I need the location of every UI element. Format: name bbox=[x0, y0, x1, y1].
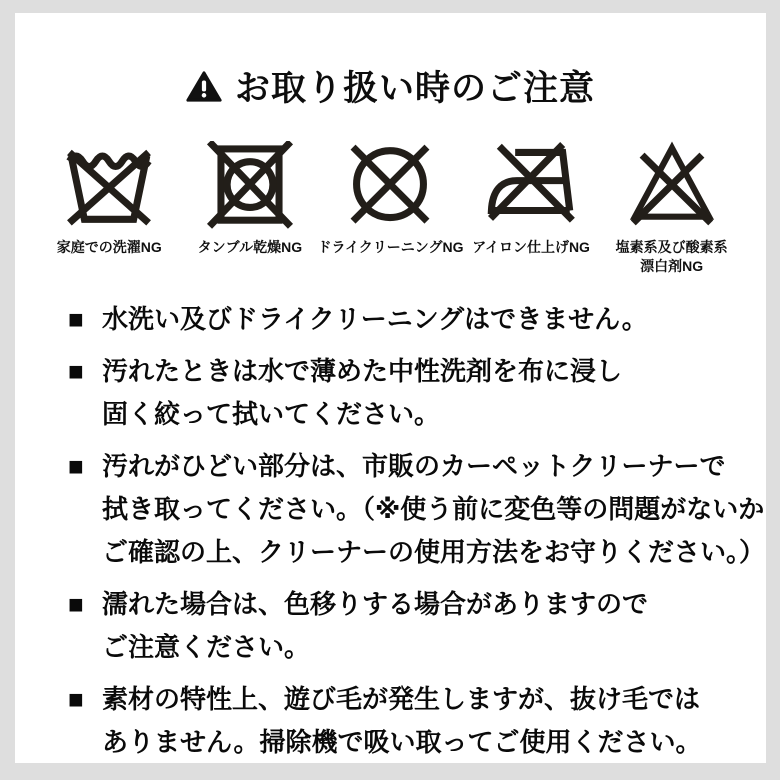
care-symbol-label-line: 塩素系及び酸素系 bbox=[615, 239, 728, 255]
care-note bbox=[68, 298, 738, 341]
note-text: 素材の特性上、遊び毛が発生しますが、抜け毛では bbox=[102, 684, 701, 714]
note-text: 固く絞って拭いてください。 bbox=[102, 399, 441, 429]
page-title: お取り扱い時のご注意 bbox=[234, 69, 595, 108]
care-notes bbox=[68, 298, 766, 764]
note-text: ご確認の上、クリーナーの使用方法をお守りください。） bbox=[102, 537, 766, 567]
care-symbol-no-ironing bbox=[461, 141, 602, 276]
warning-triangle-icon bbox=[186, 71, 222, 102]
care-symbol-no-bleach bbox=[601, 141, 742, 276]
care-symbol-label bbox=[616, 238, 728, 276]
care-instructions-panel bbox=[15, 13, 766, 763]
note-text: ありません。掃除機で吸い取ってご使用ください。 bbox=[102, 727, 702, 757]
care-symbol-label: タンブル乾燥NG bbox=[197, 239, 303, 255]
note-text: ご注意ください。 bbox=[102, 632, 311, 662]
wash-tub-crossed-icon bbox=[62, 141, 156, 229]
care-symbol-label-line: 漂白剤NG bbox=[640, 258, 704, 274]
note-text: 汚れたときは水で薄めた中性洗剤を布に浸し bbox=[102, 356, 623, 386]
bleach-crossed-icon bbox=[625, 141, 719, 229]
care-symbol-no-home-washing bbox=[39, 141, 180, 276]
bullet-marker: ■ bbox=[68, 589, 84, 619]
bullet-marker: ■ bbox=[68, 304, 84, 334]
header bbox=[15, 61, 766, 111]
care-note bbox=[68, 350, 738, 436]
note-text: 拭き取ってください。（※使う前に変色等の問題がないか bbox=[102, 494, 765, 524]
iron-crossed-icon bbox=[484, 141, 578, 229]
note-text: 濡れた場合は、色移りする場合がありますので bbox=[102, 589, 649, 619]
bullet-marker: ■ bbox=[68, 684, 84, 714]
bullet-marker: ■ bbox=[68, 356, 84, 386]
note-text: 汚れがひどい部分は、市販のカーペットクリーナーで bbox=[102, 451, 726, 481]
dry-cleaning-crossed-icon bbox=[344, 141, 436, 229]
care-symbol-label: ドライクリーニングNG bbox=[317, 239, 464, 255]
care-note bbox=[68, 445, 766, 574]
care-symbols-row bbox=[39, 141, 742, 276]
care-note bbox=[68, 583, 738, 669]
tumble-dry-crossed-icon bbox=[205, 141, 295, 229]
care-symbol-no-tumble-dry bbox=[180, 141, 321, 276]
care-symbol-label: 家庭での洗濯NG bbox=[56, 239, 162, 255]
note-text: 水洗い及びドライクリーニングはできません。 bbox=[102, 304, 648, 334]
care-note bbox=[68, 678, 738, 764]
care-symbol-label: アイロン仕上げNG bbox=[472, 239, 590, 255]
bullet-marker: ■ bbox=[68, 451, 84, 481]
care-symbol-no-dry-cleaning bbox=[317, 141, 464, 276]
